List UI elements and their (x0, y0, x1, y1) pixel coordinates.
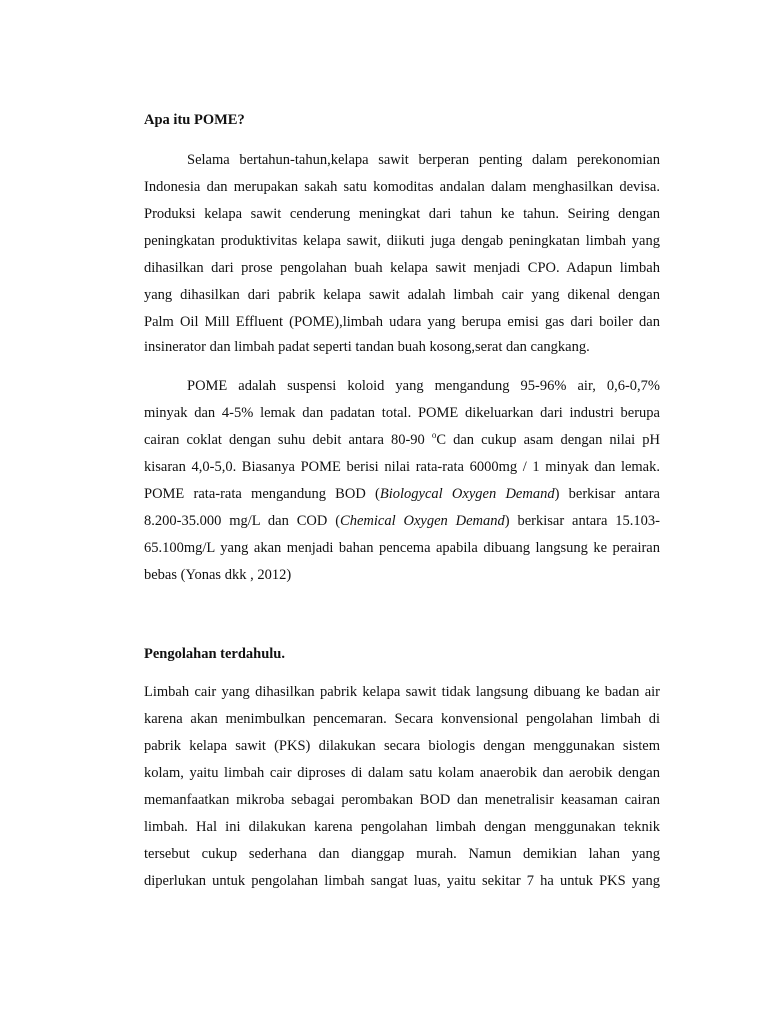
paragraph-line: tersebut cukup sederhana dan dianggap murah. Namun demikian lahan yang (144, 846, 660, 862)
paragraph-line: dihasilkan dari prose pengolahan buah kelapa sawit menjadi CPO. Adapun limbah (144, 260, 660, 276)
paragraph-line: kisaran 4,0-5,0. Biasanya POME berisi nilai rata-rata 6000mg / 1 minyak dan lemak. (144, 459, 660, 475)
text-run: 8.200-35.000 mg/L dan COD ( (144, 513, 341, 529)
paragraph-line: minyak dan 4-5% lemak dan padatan total. POME dikeluarkan dari industri berupa (144, 405, 660, 421)
paragraph-line: pabrik kelapa sawit (PKS) dilakukan secara biologis dengan menggunakan sistem (144, 738, 660, 754)
paragraph-line: insinerator dan limbah padat seperti tandan buah kosong,serat dan cangkang. (144, 339, 590, 355)
paragraph-line: Selama bertahun-tahun,kelapa sawit berperan penting dalam perekonomian (187, 152, 660, 168)
paragraph-line-cod (144, 511, 660, 531)
paragraph-line: kolam, yaitu limbah cair diproses di dalam satu kolam anaerobik dan aerobik dengan (144, 765, 660, 781)
paragraph-line: Palm Oil Mill Effluent (POME),limbah udara yang berupa emisi gas dari boiler dan (144, 314, 660, 330)
paragraph-line: 65.100mg/L yang akan menjadi bahan pencema apabila dibuang langsung ke perairan (144, 540, 660, 556)
paragraph-line: POME adalah suspensi koloid yang mengandung 95-96% air, 0,6-0,7% (187, 378, 660, 394)
paragraph-line-temperature (144, 430, 660, 450)
paragraph-line-bod (144, 484, 660, 504)
paragraph-line: Limbah cair yang dihasilkan pabrik kelapa sawit tidak langsung dibuang ke badan air (144, 684, 660, 700)
text-run: POME rata-rata mengandung BOD ( (144, 486, 380, 502)
section-heading-pome: Apa itu POME? (144, 112, 245, 128)
text-run: ) berkisar antara (554, 486, 660, 502)
degree-superscript: o (431, 430, 437, 441)
paragraph-line: peningkatan produktivitas kelapa sawit, diikuti juga dengab peningkatan limbah yang (144, 233, 660, 249)
paragraph-line: memanfaatkan mikroba sebagai perombakan BOD dan menetralisir keasaman cairan (144, 792, 660, 808)
text-run: C dan cukup asam dengan nilai pH (436, 432, 660, 448)
section-heading-pengolahan: Pengolahan terdahulu. (144, 646, 285, 662)
cod-term: Chemical Oxygen Demand (340, 513, 505, 529)
paragraph-line-citation: bebas (Yonas dkk , 2012) (144, 567, 292, 583)
text-run: ) berkisar antara 15.103- (504, 513, 661, 529)
paragraph-line: Produksi kelapa sawit cenderung meningkat dari tahun ke tahun. Seiring dengan (144, 206, 660, 222)
text-run: cairan coklat dengan suhu debit antara 80-90 (144, 432, 432, 448)
paragraph-line: yang dihasilkan dari pabrik kelapa sawit adalah limbah cair yang dikenal dengan (144, 287, 660, 303)
bod-term: Biologycal Oxygen Demand (379, 486, 555, 502)
paragraph-line: limbah. Hal ini dilakukan karena pengolahan limbah dengan menggunakan teknik (144, 819, 660, 835)
paragraph-line: diperlukan untuk pengolahan limbah sangat luas, yaitu sekitar 7 ha untuk PKS yang (144, 873, 660, 889)
paragraph-line: Indonesia dan merupakan sakah satu komoditas andalan dalam menghasilkan devisa. (144, 179, 660, 195)
paragraph-line: karena akan menimbulkan pencemaran. Secara konvensional pengolahan limbah di (144, 711, 660, 727)
